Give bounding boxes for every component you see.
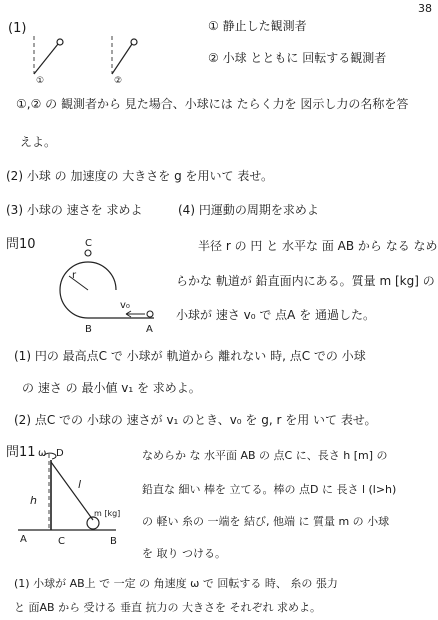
problem11-text-line4: を 取り つける。 xyxy=(142,547,226,560)
label-r: r xyxy=(72,270,77,281)
ball-at-c xyxy=(85,250,91,256)
section1-q4: (4) 円運動の周期を求めよ xyxy=(178,203,319,217)
label-v0: v₀ xyxy=(120,300,130,311)
ball-1 xyxy=(57,39,63,45)
observer-1-label: ① 静止した観測者 xyxy=(208,19,307,33)
section1-q2: (2) 小球 の 加速度の 大きさを g を用いて 表せ。 xyxy=(6,169,273,183)
problem11-text-line3: の 軽い 糸の 一端を 結び, 他端 に 質量 m の 小球 xyxy=(142,515,390,528)
label-a: A xyxy=(146,324,153,335)
label-c: C xyxy=(85,238,92,249)
label-omega: ω xyxy=(38,448,47,459)
problem10-q1-line1: (1) 円の 最高点C で 小球が 軌道から 離れない 時, 点C での 小球 xyxy=(14,349,366,363)
problem11-q1-line1: (1) 小球が AB上 で 一定 の 角速度 ω で 回転する 時、 糸の 張力 xyxy=(14,577,338,590)
string-1 xyxy=(34,44,58,74)
string xyxy=(51,462,93,520)
problem11-text-line1: なめらか な 水平面 AB の 点C に、長さ h [m] の xyxy=(142,449,388,462)
section1-q1-line2: えよ。 xyxy=(20,135,57,149)
problem10-q1-line2: の 速さ の 最小値 v₁ を 求めよ。 xyxy=(22,381,201,395)
label-a: A xyxy=(20,534,27,545)
section1-q1-line1: ①,② の 観測者から 見た場合、小球には たらく力を 図示し力の名称を答 xyxy=(16,97,409,111)
fig-label-2: ② xyxy=(114,76,123,84)
problem10-text-line3: 小球が 速さ v₀ で 点A を 通過した。 xyxy=(176,308,376,322)
problem10-text-line1: 半径 r の 円 と 水平な 面 AB から なる なめ xyxy=(198,239,438,253)
ball xyxy=(87,517,99,529)
label-l: l xyxy=(78,478,82,491)
problem11-figure xyxy=(4,446,126,546)
label-d: D xyxy=(56,448,64,459)
string-2 xyxy=(112,44,132,74)
page-number: 38 xyxy=(418,2,432,15)
problem11-q1-line2: と 面AB から 受ける 垂直 抗力の 大きさを それぞれ 求めよ。 xyxy=(14,601,322,614)
observer-2-label: ② 小球 とともに 回転する観測者 xyxy=(208,51,387,65)
problem10-text-line2: らかな 軌道が 鉛直面内にある。質量 m [kg] の xyxy=(176,274,435,288)
label-b: B xyxy=(85,324,92,335)
section1-number: (1) xyxy=(8,21,27,36)
fig-label-1: ① xyxy=(36,76,45,84)
label-h: h xyxy=(30,494,37,507)
label-c: C xyxy=(58,536,65,546)
label-b: B xyxy=(110,536,117,546)
label-mass: m [kg] xyxy=(94,509,121,518)
section1-figure xyxy=(28,30,144,84)
problem10-q2: (2) 点C での 小球の 速さが v₁ のとき、v₀ を g, r を用 いて 表せ。 xyxy=(14,413,377,427)
ball-at-a xyxy=(147,311,153,317)
problem11-text-line2: 鉛直な 細い 棒を 立てる。棒の 点D に 長さ l (l>h) xyxy=(142,483,397,496)
problem11-title: 問11 xyxy=(6,445,36,460)
ball-2 xyxy=(131,39,137,45)
problem10-title: 問10 xyxy=(6,237,36,252)
section1-q3: (3) 小球の 速さを 求めよ xyxy=(6,203,143,217)
problem10-figure xyxy=(54,236,164,336)
